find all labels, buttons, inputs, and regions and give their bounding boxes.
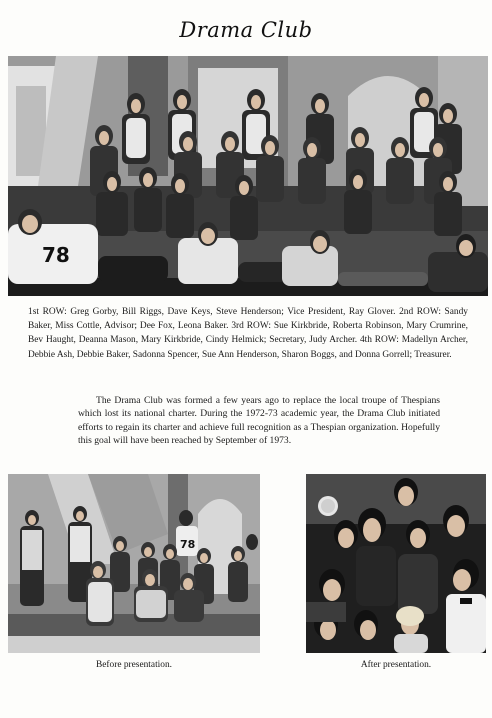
after-presentation-caption: After presentation. xyxy=(360,660,432,670)
before-presentation-photo xyxy=(8,474,260,653)
group-photo xyxy=(8,56,488,296)
before-presentation-caption: Before presentation. xyxy=(95,660,172,670)
roster-caption: 1st ROW: Greg Gorby, Bill Riggs, Dave Keys, Steve Henderson; Vice President, Ray Glover. 2nd ROW: Sandy Baker, Miss Cottle, Advisor; Dee Fox, Leona Baker. 3rd ROW: Sue Kirkbride, Roberta Robinson, Mary Crumrine, Bev Haught, Deanna Mason, Mary Kirkbride, Cindy Helmick; Secretary, Judy Archer. 4th ROW: Madellyn Archer, Debbie Ash, Debbie Baker, Sadonna Spencer, Sue Ann Henderson, Sharon Boggs, and Donna Gorrell; Treasurer. xyxy=(28,307,468,360)
jersey-number: 78 xyxy=(180,538,196,551)
club-description: The Drama Club was formed a few years ago to replace the local troupe of Thespians which lost its national charter. During the 1972-73 academic year, the Drama Club initiated efforts to regain its charter and achieve full recognition as a Thespian organization. Hopefully this goal will have been reached by September of 1973. xyxy=(78,395,440,447)
jersey-number: 78 xyxy=(42,243,70,267)
after-presentation-photo xyxy=(306,474,486,653)
page-title: Drama Club xyxy=(179,18,313,42)
